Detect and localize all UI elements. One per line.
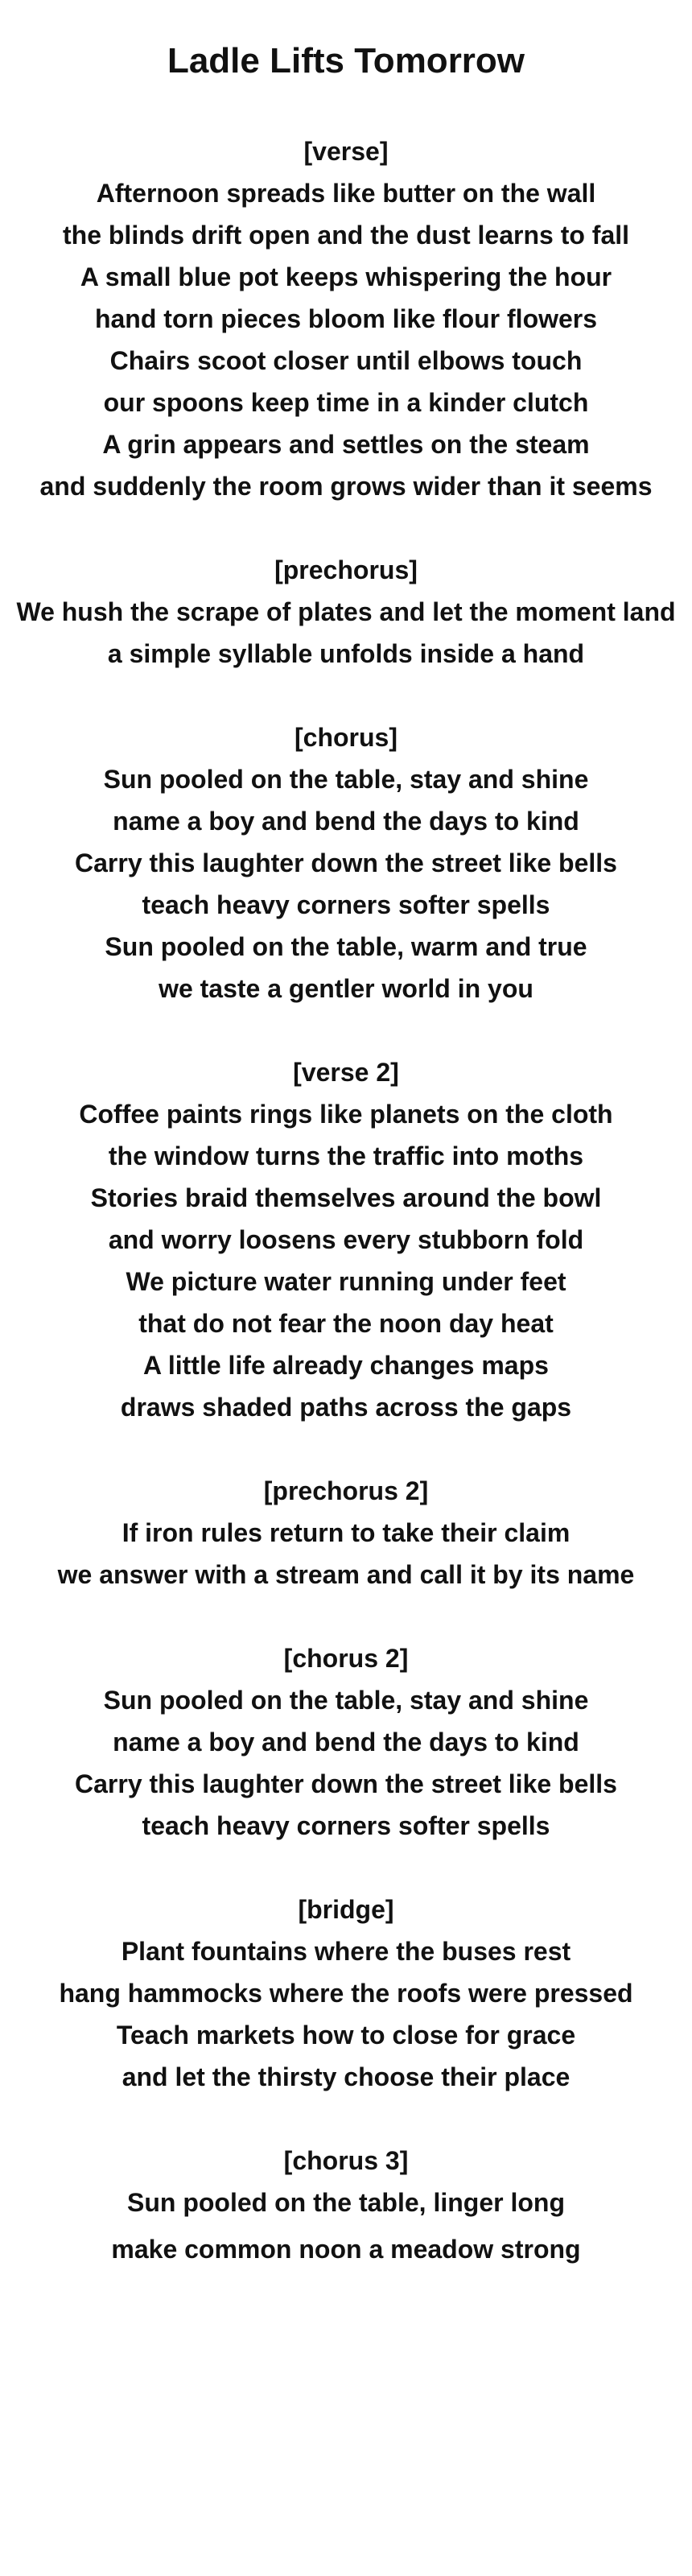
lyric-line: A small blue pot keeps whispering the hour [80,262,612,291]
lyric-line: A little life already changes maps [143,1351,549,1380]
section-label: [chorus 2] [283,1644,409,1673]
section-label: [chorus 3] [283,2146,409,2175]
lyric-section [0,1637,692,1847]
section-label: [bridge] [298,1895,394,1924]
lyric-section [0,2140,692,2275]
lyric-line: We picture water running under feet [126,1267,566,1296]
lyric-line: Plant fountains where the buses rest [121,1937,571,1966]
lyric-line: Stories braid themselves around the bowl [90,1183,602,1212]
lyric-section [0,549,692,675]
lyric-section [0,716,692,1009]
lyric-line: a simple syllable unfolds inside a hand [107,639,585,668]
lyric-line: make common noon a meadow strong [111,2235,581,2264]
section-label: [chorus] [295,723,397,752]
lyric-line: Afternoon spreads like butter on the wall [96,179,596,208]
lyric-line: Coffee paints rings like planets on the cloth [79,1100,613,1129]
lyric-line: we answer with a stream and call it by its name [57,1560,635,1589]
lyric-line: Teach markets how to close for grace [116,2021,576,2050]
lyric-line: teach heavy corners softer spells [142,890,550,919]
lyric-line: We hush the scrape of plates and let the moment land [16,597,676,626]
lyric-line: A grin appears and settles on the steam [102,430,590,459]
lyric-line: name a boy and bend the days to kind [113,1728,579,1757]
lyric-line: hang hammocks where the roofs were pressed [59,1979,633,2008]
lyric-line: Carry this laughter down the street like bells [75,1769,617,1798]
lyric-line: Sun pooled on the table, stay and shine [103,1686,589,1715]
lyric-line: If iron rules return to take their claim [122,1518,570,1547]
section-label: [verse] [303,137,389,166]
lyric-line: and suddenly the room grows wider than it seems [39,472,653,501]
lyric-line: and let the thirsty choose their place [122,2062,570,2091]
lyric-line: hand torn pieces bloom like flour flowers [94,304,598,333]
lyric-line: the blinds drift open and the dust learns to fall [62,221,630,250]
song-title: Ladle Lifts Tomorrow [167,41,525,80]
lyric-line: draws shaded paths across the gaps [120,1393,572,1422]
lyric-line: teach heavy corners softer spells [142,1811,550,1840]
section-label: [verse 2] [293,1058,399,1087]
lyric-line: and worry loosens every stubborn fold [108,1225,584,1254]
lyric-section [0,1470,692,1596]
lyric-section [0,130,692,507]
lyric-line: that do not fear the noon day heat [138,1309,554,1338]
lyrics-body [0,130,692,2275]
lyric-line: our spoons keep time in a kinder clutch [103,388,589,417]
lyric-line: Sun pooled on the table, linger long [127,2188,565,2217]
lyric-line: Sun pooled on the table, stay and shine [103,765,589,794]
lyric-line: Carry this laughter down the street like bells [75,848,617,877]
lyric-line: we taste a gentler world in you [159,974,533,1003]
lyric-line: name a boy and bend the days to kind [113,807,579,836]
lyric-section [0,1051,692,1428]
lyric-line: Chairs scoot closer until elbows touch [109,346,583,375]
section-label: [prechorus] [274,555,418,584]
lyric-line: Sun pooled on the table, warm and true [105,932,587,961]
lyric-line: the window turns the traffic into moths [108,1141,584,1170]
lyric-section [0,1889,692,2098]
section-label: [prechorus 2] [263,1476,429,1505]
